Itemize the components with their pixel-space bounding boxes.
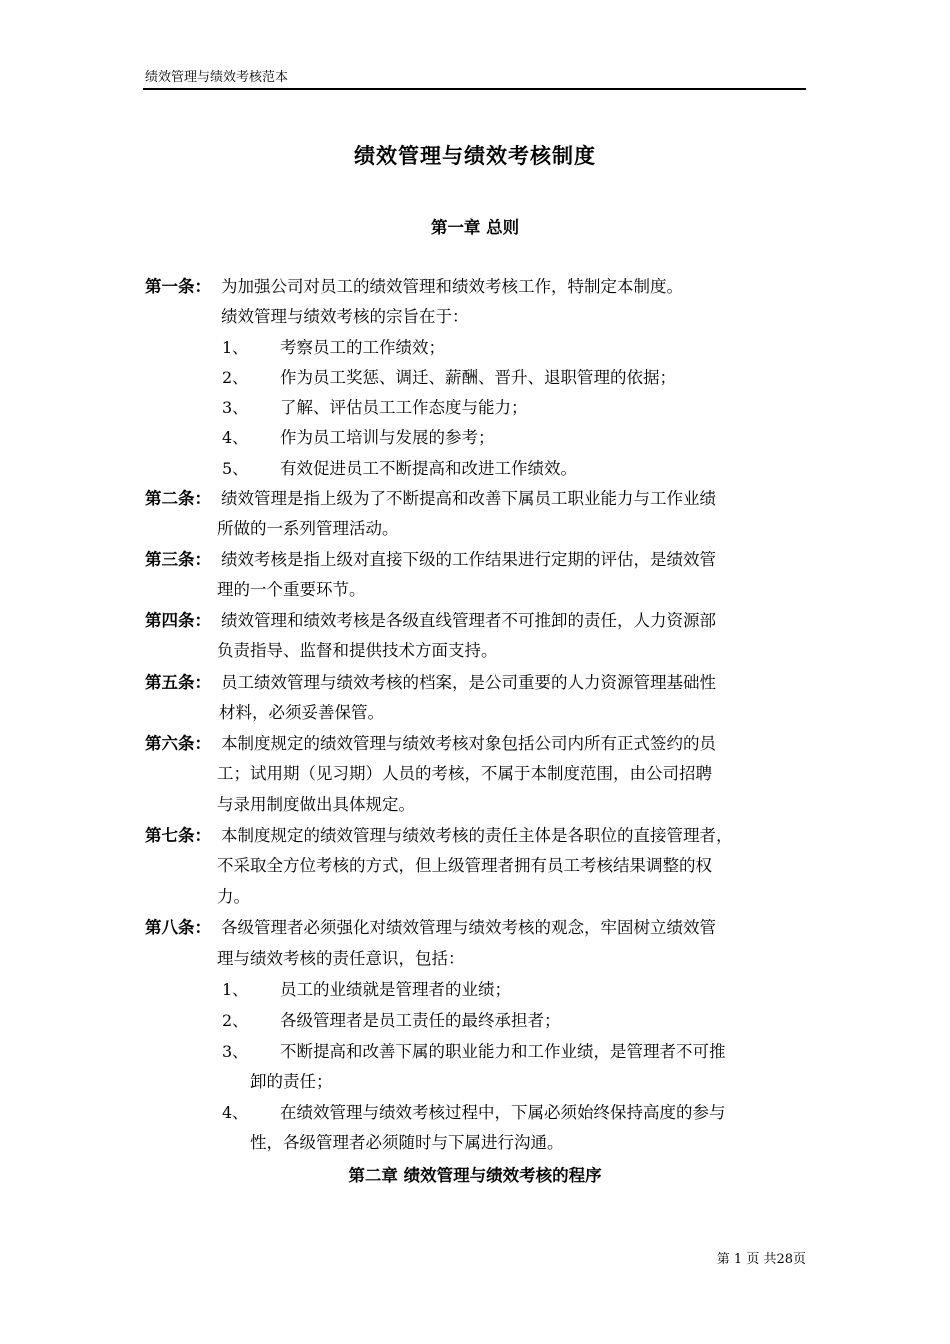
article-1-item-text: 了解、评估员工工作态度与能力； [280, 398, 528, 417]
article-6-line: 工；试用期（见习期）人员的考核，不属于本制度范围，由公司招聘 [217, 764, 712, 783]
article-8-item-num: 1、 [222, 980, 249, 999]
article-4-label: 第四条： [145, 611, 211, 630]
article-5-line: 员工绩效管理与绩效考核的档案，是公司重要的人力资源管理基础性 [221, 673, 716, 692]
article-8-item-text: 不断提高和改善下属的职业能力和工作业绩，是管理者不可推 [280, 1042, 726, 1061]
page-footer: 第 1 页 共28页 [716, 1252, 806, 1267]
article-8-item-text: 员工的业绩就是管理者的业绩； [280, 980, 511, 999]
article-3-line: 理的一个重要环节。 [217, 580, 366, 599]
article-2-line: 所做的一系列管理活动。 [217, 519, 399, 538]
article-8-item-num: 3、 [222, 1042, 249, 1061]
article-3-line: 绩效考核是指上级对直接下级的工作结果进行定期的评估，是绩效管 [221, 550, 716, 569]
article-8-item-text: 在绩效管理与绩效考核过程中，下属必须始终保持高度的参与 [280, 1103, 726, 1122]
article-7-label: 第七条： [145, 826, 211, 845]
article-6-label: 第六条： [145, 734, 211, 753]
article-5-label: 第五条： [145, 673, 211, 692]
article-8-item-cont: 卸的责任； [250, 1072, 333, 1091]
article-1-item-num: 2、 [222, 368, 249, 387]
article-8-item-cont: 性，各级管理者必须随时与下属进行沟通。 [250, 1133, 564, 1152]
article-1-item-num: 4、 [222, 428, 249, 447]
article-8-item-num: 4、 [222, 1103, 249, 1122]
article-1-item-text: 考察员工的工作绩效； [280, 338, 445, 357]
article-7-line: 力。 [217, 887, 250, 906]
article-8-item-text: 各级管理者是员工责任的最终承担者； [280, 1011, 561, 1030]
article-6-line: 与录用制度做出具体规定。 [217, 795, 415, 814]
article-8-label: 第八条： [145, 918, 211, 937]
article-1-item-num: 5、 [222, 459, 249, 478]
article-4-line: 绩效管理和绩效考核是各级直线管理者不可推卸的责任，人力资源部 [221, 611, 716, 630]
chapter-2-heading: 第二章 绩效管理与绩效考核的程序 [348, 1166, 602, 1185]
article-6-line: 本制度规定的绩效管理与绩效考核对象包括公司内所有正式签约的员 [221, 734, 716, 753]
chapter-1-heading: 第一章 总则 [430, 218, 520, 237]
article-2-line: 绩效管理是指上级为了不断提高和改善下属员工职业能力与工作业绩 [221, 489, 716, 508]
article-7-line: 不采取全方位考核的方式，但上级管理者拥有员工考核结果调整的权 [217, 856, 712, 875]
article-7-line: 本制度规定的绩效管理与绩效考核的责任主体是各职位的直接管理者， [221, 826, 733, 845]
article-1-item-text: 有效促进员工不断提高和改进工作绩效。 [280, 459, 577, 478]
article-8-line: 理与绩效考核的责任意识，包括： [217, 949, 465, 968]
article-1-item-text: 作为员工培训与发展的参考； [280, 428, 495, 447]
article-8-item-num: 2、 [222, 1011, 249, 1030]
article-1-item-num: 1、 [222, 338, 249, 357]
page-header [143, 66, 806, 90]
article-2-label: 第二条： [145, 489, 211, 508]
header-text: 绩效管理与绩效考核范本 [145, 70, 289, 85]
document-title: 绩效管理与绩效考核制度 [354, 144, 596, 168]
article-8-line: 各级管理者必须强化对绩效管理与绩效考核的观念，牢固树立绩效管 [221, 918, 716, 937]
article-5-line: 材料，必须妥善保管。 [219, 703, 384, 722]
article-1-item-text: 作为员工奖惩、调迁、薪酬、晋升、退职管理的依据； [280, 368, 676, 387]
article-1-text: 为加强公司对员工的绩效管理和绩效考核工作，特制定本制度。 [221, 277, 683, 296]
article-1-item-num: 3、 [222, 398, 249, 417]
article-4-line: 负责指导、监督和提供技术方面支持。 [217, 641, 498, 660]
article-3-label: 第三条： [145, 550, 211, 569]
article-1-intro: 绩效管理与绩效考核的宗旨在于： [221, 307, 469, 326]
article-1-label: 第一条： [145, 277, 211, 296]
